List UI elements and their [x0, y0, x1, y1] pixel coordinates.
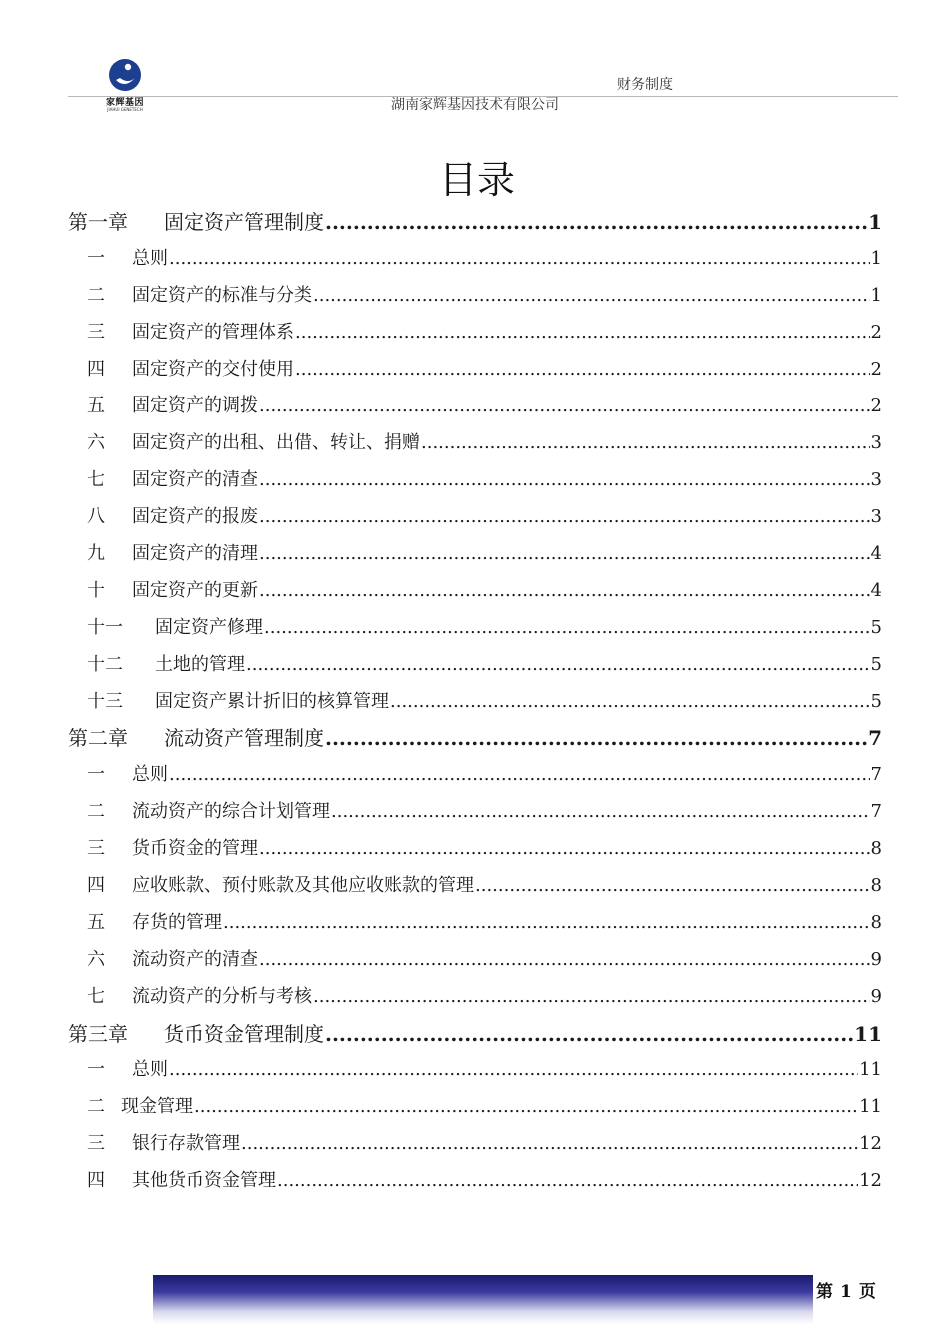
toc-title: 货币资金的管理	[132, 838, 258, 860]
page-title: 目录	[438, 158, 515, 202]
toc-title: 固定资产管理制度	[164, 210, 324, 234]
toc-number: 三	[87, 1133, 105, 1155]
header-doc-type: 财务制度	[617, 77, 673, 93]
toc-title: 总则	[132, 764, 168, 786]
toc-leader	[295, 315, 870, 352]
logo-subtext: JIAHUI GENETECH	[107, 107, 143, 112]
toc-page: 2	[870, 321, 882, 343]
toc-chapter[interactable]	[68, 204, 882, 241]
toc-page: 7	[870, 764, 882, 786]
page-number	[816, 1277, 883, 1302]
toc-page: 4	[870, 579, 882, 601]
toc-leader	[259, 462, 870, 499]
page-suffix: 页	[858, 1282, 876, 1302]
toc-page: 9	[870, 985, 882, 1007]
toc-page: 8	[870, 911, 882, 933]
toc-leader	[169, 241, 870, 278]
toc-page: 1	[870, 247, 882, 269]
toc-title: 流动资产的分析与考核	[132, 985, 312, 1007]
toc-leader	[259, 573, 870, 610]
toc-title: 应收账款、预付账款及其他应收账款的管理	[132, 875, 474, 897]
toc-page: 1	[870, 284, 882, 306]
toc-leader	[259, 831, 870, 868]
toc-title: 固定资产累计折旧的核算管理	[155, 690, 389, 712]
toc-title: 固定资产的标准与分类	[132, 284, 312, 306]
toc-title: 固定资产的出租、出借、转让、捐赠	[132, 432, 420, 454]
toc-page: 3	[870, 432, 882, 454]
toc-section[interactable]	[68, 462, 882, 499]
toc-number: 第三章	[68, 1021, 128, 1046]
toc-title: 固定资产的清理	[132, 543, 258, 565]
toc-title: 固定资产的交付使用	[132, 358, 294, 380]
toc-page: 1	[868, 210, 882, 234]
toc-title: 银行存款管理	[132, 1133, 240, 1155]
toc-number: 二	[87, 284, 105, 306]
toc-section[interactable]	[68, 536, 882, 573]
toc-leader	[390, 684, 870, 721]
toc-page: 12	[859, 1170, 882, 1192]
toc-number: 九	[87, 543, 105, 565]
toc-page: 8	[870, 875, 882, 897]
toc-section[interactable]	[68, 684, 882, 721]
toc-leader	[264, 610, 870, 647]
toc-section[interactable]	[68, 757, 882, 794]
toc-number: 四	[87, 358, 105, 380]
toc-page: 8	[870, 838, 882, 860]
toc-title: 固定资产的报废	[132, 506, 258, 528]
toc-leader	[313, 278, 870, 315]
toc-section[interactable]	[68, 315, 882, 352]
toc-number: 第一章	[68, 210, 128, 234]
toc-leader	[259, 499, 870, 536]
toc-page: 5	[870, 690, 882, 712]
toc-leader	[475, 868, 870, 905]
toc-page: 2	[870, 358, 882, 380]
toc-number: 一	[87, 764, 105, 786]
toc-leader	[223, 905, 870, 942]
toc-number: 四	[87, 1170, 105, 1192]
toc-number: 一	[87, 1059, 105, 1081]
toc-number: 十三	[87, 690, 123, 712]
toc-number: 八	[87, 506, 105, 528]
toc-page: 3	[870, 469, 882, 491]
toc-number: 第二章	[68, 726, 128, 751]
toc-leader	[259, 388, 870, 425]
toc-number: 十二	[87, 653, 123, 675]
toc-section[interactable]	[68, 1163, 882, 1200]
toc-section[interactable]	[68, 278, 882, 315]
toc-leader	[295, 352, 870, 389]
toc-title: 固定资产的更新	[132, 579, 258, 601]
toc-page: 5	[870, 653, 882, 675]
toc-number: 一	[87, 247, 105, 269]
toc-title: 固定资产修理	[155, 616, 263, 638]
toc-leader	[277, 1163, 858, 1200]
toc-leader	[246, 647, 870, 684]
toc-section[interactable]	[68, 979, 882, 1016]
toc-number: 二	[87, 1096, 105, 1118]
toc-leader	[259, 536, 870, 573]
toc-title: 货币资金管理制度	[164, 1021, 324, 1046]
toc-leader	[169, 1052, 858, 1089]
toc-title: 总则	[132, 1059, 168, 1081]
toc-title: 固定资产的调拨	[132, 395, 258, 417]
toc-section[interactable]	[68, 352, 882, 389]
toc-page: 3	[870, 506, 882, 528]
toc-number: 二	[87, 801, 105, 823]
toc-page: 7	[868, 726, 882, 751]
toc-number: 七	[87, 985, 105, 1007]
toc-section[interactable]	[68, 241, 882, 278]
toc-section[interactable]	[68, 1089, 882, 1126]
toc-title: 总则	[132, 247, 168, 269]
toc-title: 流动资产的清查	[132, 948, 258, 970]
toc-section[interactable]	[68, 868, 882, 905]
toc-page: 5	[870, 616, 882, 638]
toc-section[interactable]	[68, 610, 882, 647]
toc-leader	[241, 1126, 858, 1163]
toc-section[interactable]	[68, 905, 882, 942]
toc-leader	[325, 204, 867, 241]
toc-number: 七	[87, 469, 105, 491]
toc-title: 固定资产的清查	[132, 469, 258, 491]
toc-section[interactable]	[68, 388, 882, 425]
toc-title: 存货的管理	[132, 911, 222, 933]
toc-section[interactable]	[68, 499, 882, 536]
toc-section[interactable]	[68, 1052, 882, 1089]
toc-page: 11	[854, 1021, 882, 1046]
toc-leader	[169, 757, 870, 794]
toc-page: 7	[870, 801, 882, 823]
toc-chapter[interactable]	[68, 720, 882, 757]
toc-section[interactable]	[68, 1126, 882, 1163]
toc-section[interactable]	[68, 425, 882, 462]
toc-section[interactable]	[68, 573, 882, 610]
toc-number: 三	[87, 838, 105, 860]
toc-number: 三	[87, 321, 105, 343]
toc-page: 11	[859, 1096, 882, 1118]
toc-title: 土地的管理	[155, 653, 245, 675]
toc-leader	[325, 1016, 853, 1053]
toc-number: 五	[87, 395, 105, 417]
toc-page: 12	[859, 1133, 882, 1155]
toc-page: 4	[870, 543, 882, 565]
toc-leader	[259, 942, 870, 979]
logo-mark-icon	[108, 58, 142, 92]
toc-leader	[421, 425, 870, 462]
toc-number: 五	[87, 911, 105, 933]
toc-number: 十	[87, 579, 105, 601]
toc-leader	[325, 720, 867, 757]
page-number-value: 1	[840, 1282, 852, 1302]
toc-number: 四	[87, 875, 105, 897]
toc-section[interactable]	[68, 831, 882, 868]
toc-number: 六	[87, 948, 105, 970]
toc-number: 六	[87, 432, 105, 454]
toc-leader	[331, 794, 870, 831]
toc-title: 流动资产管理制度	[164, 726, 324, 751]
toc-title: 固定资产的管理体系	[132, 321, 294, 343]
toc-title: 现金管理	[121, 1096, 193, 1118]
toc-leader	[194, 1089, 858, 1126]
toc-title: 流动资产的综合计划管理	[132, 801, 330, 823]
toc-leader	[313, 979, 870, 1016]
footer-gradient-bar	[153, 1275, 813, 1324]
toc-page: 11	[859, 1059, 882, 1081]
toc-title: 其他货币资金管理	[132, 1170, 276, 1192]
toc-page: 2	[870, 395, 882, 417]
toc-section[interactable]	[68, 647, 882, 684]
toc-section[interactable]	[68, 942, 882, 979]
page-prefix: 第	[816, 1282, 833, 1302]
table-of-contents	[68, 204, 882, 1200]
toc-number: 十一	[87, 616, 123, 638]
company-name: 湖南家辉基因技术有限公司	[391, 97, 559, 113]
toc-section[interactable]	[68, 794, 882, 831]
toc-chapter[interactable]	[68, 1016, 882, 1053]
toc-page: 9	[870, 948, 882, 970]
logo-text: 家辉基因	[105, 98, 144, 108]
